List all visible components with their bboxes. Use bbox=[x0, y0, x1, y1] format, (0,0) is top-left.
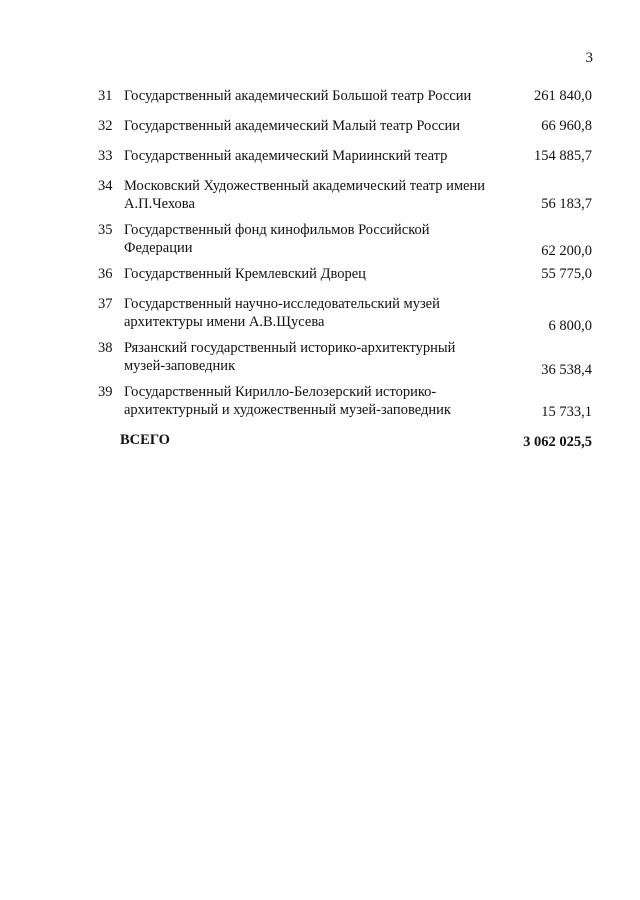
row-amount: 6 800,0 bbox=[548, 318, 592, 334]
row-amount: 261 840,0 bbox=[534, 88, 592, 104]
table-row bbox=[98, 295, 592, 334]
total-label: ВСЕГО bbox=[120, 432, 170, 448]
page-number: 3 bbox=[585, 50, 593, 66]
table-row bbox=[98, 147, 592, 165]
row-amount: 56 183,7 bbox=[541, 196, 592, 212]
total-row bbox=[98, 431, 592, 449]
table-row bbox=[98, 117, 592, 135]
row-number: 37 bbox=[98, 296, 113, 312]
table-row bbox=[98, 221, 592, 257]
row-amount: 36 538,4 bbox=[541, 362, 592, 378]
row-amount: 66 960,8 bbox=[541, 118, 592, 134]
row-name: Государственный академический Большой театр России bbox=[124, 88, 472, 104]
row-name: Государственный фонд кинофильмов Российской Федерации bbox=[124, 222, 430, 256]
row-number: 34 bbox=[98, 178, 113, 194]
row-name: Государственный академический Мариинский театр bbox=[124, 148, 448, 164]
row-name: Государственный Кремлевский Дворец bbox=[124, 266, 366, 282]
row-amount: 15 733,1 bbox=[541, 404, 592, 420]
row-number: 39 bbox=[98, 384, 113, 400]
row-number: 31 bbox=[98, 88, 113, 104]
total-amount: 3 062 025,5 bbox=[523, 434, 592, 450]
row-amount: 62 200,0 bbox=[541, 243, 592, 259]
row-amount: 154 885,7 bbox=[534, 148, 592, 164]
table-row bbox=[98, 87, 592, 105]
table-row bbox=[98, 265, 592, 283]
budget-table bbox=[98, 87, 592, 449]
row-number: 33 bbox=[98, 148, 113, 164]
table-row bbox=[98, 339, 592, 378]
row-number: 38 bbox=[98, 340, 113, 356]
row-name: Московский Художественный академический театр имени А.П.Чехова bbox=[124, 178, 486, 212]
table-row bbox=[98, 177, 592, 213]
row-name: Государственный академический Малый театр России bbox=[124, 118, 461, 134]
row-number: 32 bbox=[98, 118, 113, 134]
row-name: Государственный Кирилло-Белозерский историко-архитектурный и художественный музей-заповедник bbox=[124, 384, 451, 418]
row-number: 36 bbox=[98, 266, 113, 282]
row-amount: 55 775,0 bbox=[541, 266, 592, 282]
row-name: Государственный научно-исследовательский музей архитектуры имени А.В.Щусева bbox=[124, 296, 440, 330]
row-number: 35 bbox=[98, 222, 113, 238]
row-name: Рязанский государственный историко-архитектурный музей-заповедник bbox=[124, 340, 456, 374]
table-row bbox=[98, 383, 592, 419]
